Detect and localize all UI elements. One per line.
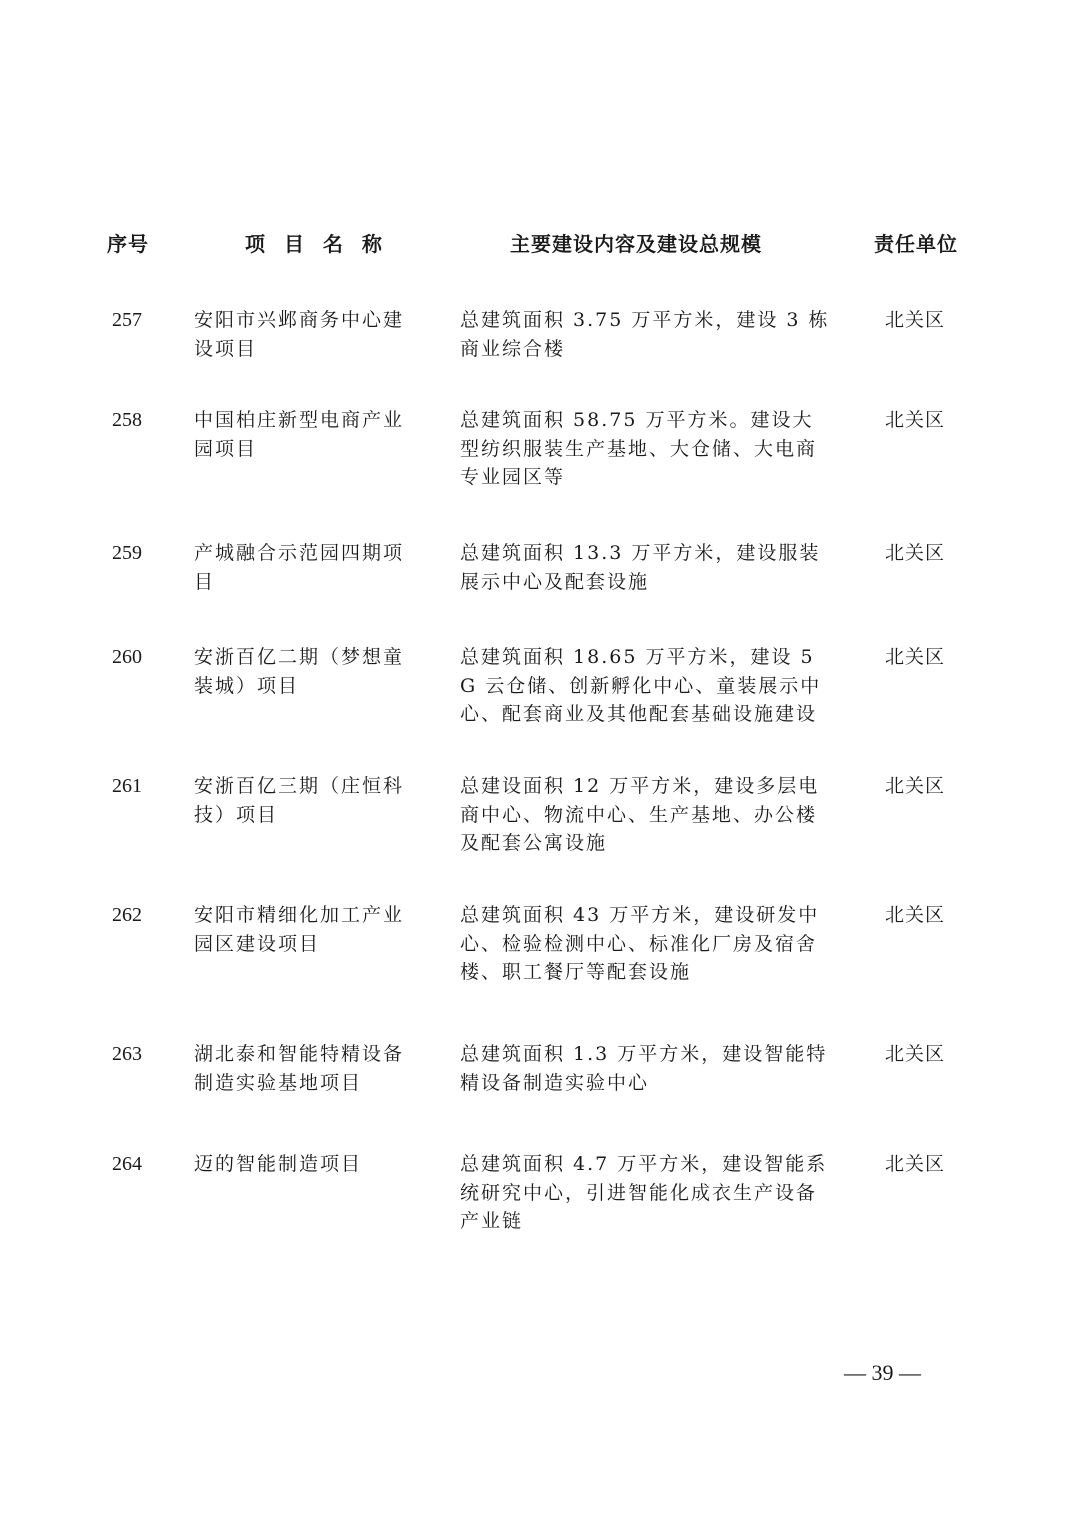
row-unit: 北关区 — [885, 542, 946, 564]
row-content: 总建筑面积 58.75 万平方米。建设大型纺织服装生产基地、大仓储、大电商专业园区等 — [460, 409, 818, 488]
page-number: — 39 — — [844, 1360, 921, 1385]
row-content: 总建筑面积 1.3 万平方米，建设智能特精设备制造实验中心 — [460, 1043, 828, 1094]
row-content: 总建设面积 12 万平方米，建设多层电商中心、物流中心、生产基地、办公楼及配套公寓设施 — [460, 775, 820, 854]
row-name: 中国柏庄新型电商产业园项目 — [194, 409, 405, 460]
row-name: 安浙百亿三期（庄恒科技）项目 — [194, 775, 405, 826]
row-content: 总建筑面积 3.75 万平方米，建设 3 栋商业综合楼 — [460, 309, 830, 360]
row-seq: 258 — [112, 409, 142, 431]
row-content: 总建筑面积 43 万平方米，建设研发中心、检验检测中心、标准化厂房及宿舍楼、职工餐厅等配套设施 — [460, 904, 820, 983]
row-unit: 北关区 — [885, 646, 946, 668]
table-header — [0, 228, 1080, 260]
row-unit: 北关区 — [885, 1153, 946, 1175]
row-unit: 北关区 — [885, 904, 946, 926]
row-unit: 北关区 — [885, 1043, 946, 1065]
header-content: 主要建设内容及建设总规模 — [510, 232, 762, 256]
row-content: 总建筑面积 13.3 万平方米，建设服装展示中心及配套设施 — [460, 542, 821, 593]
row-name: 产城融合示范园四期项目 — [194, 542, 405, 593]
row-name: 安阳市精细化加工产业园区建设项目 — [194, 904, 405, 955]
row-seq: 261 — [112, 775, 142, 797]
row-seq: 262 — [112, 904, 142, 926]
row-seq: 260 — [112, 646, 142, 668]
row-content: 总建筑面积 18.65 万平方米，建设 5G 云仓储、创新孵化中心、童装展示中心、配套商业及其他配套基础设施建设 — [460, 646, 822, 725]
row-seq: 263 — [112, 1043, 142, 1065]
row-name: 安浙百亿二期（梦想童装城）项目 — [194, 646, 405, 697]
row-content: 总建筑面积 4.7 万平方米，建设智能系统研究中心，引进智能化成衣生产设备产业链 — [460, 1153, 828, 1232]
header-seq: 序号 — [107, 232, 149, 256]
row-unit: 北关区 — [885, 309, 946, 331]
row-name: 迈的智能制造项目 — [194, 1153, 363, 1175]
row-unit: 北关区 — [885, 409, 946, 431]
row-name: 安阳市兴邺商务中心建设项目 — [194, 309, 405, 360]
row-seq: 257 — [112, 309, 142, 331]
row-seq: 259 — [112, 542, 142, 564]
header-name: 项 目 名 称 — [245, 232, 388, 256]
row-name: 湖北泰和智能特精设备制造实验基地项目 — [194, 1043, 405, 1094]
row-unit: 北关区 — [885, 775, 946, 797]
header-unit: 责任单位 — [874, 232, 958, 256]
row-seq: 264 — [112, 1153, 142, 1175]
